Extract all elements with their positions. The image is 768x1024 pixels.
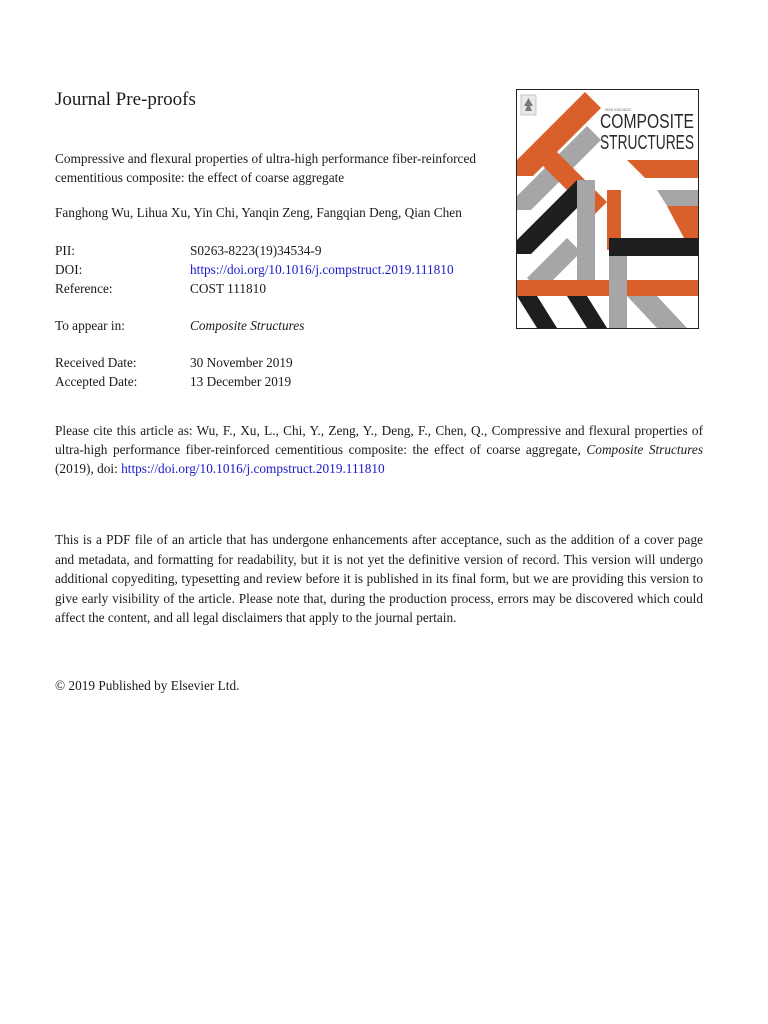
- cover-band: [609, 238, 698, 256]
- appear-label: To appear in:: [55, 318, 125, 333]
- authors: Fanghong Wu, Lihua Xu, Yin Chi, Yanqin Zeng, Fangqian Deng, Qian Chen: [55, 205, 462, 220]
- cover-band: [609, 256, 627, 328]
- journal-cover: [516, 89, 699, 329]
- citation-doi-link[interactable]: https://doi.org/10.1016/j.compstruct.2019.111810: [121, 461, 385, 476]
- journal-title: Journal Pre-proofs: [55, 89, 196, 110]
- citation-prefix: Please cite this article as: Wu, F., Xu, L., Chi, Y., Zeng, Y., Deng, F., Chen, Q., Compressive and flexural properties of ultra-high performance fiber-reinforced cementitious composite: the effect of coarse aggregate,: [55, 423, 703, 457]
- received-label: Received Date:: [55, 355, 137, 370]
- doi-label: DOI:: [55, 262, 83, 277]
- cover-title-line1: COMPOSITE: [600, 111, 694, 133]
- citation-middle: (2019), doi:: [55, 461, 122, 476]
- citation-paragraph: [55, 421, 703, 478]
- pii-label: PII:: [55, 243, 75, 258]
- pii-value: S0263-8223(19)34534-9: [190, 243, 322, 258]
- accepted-value: 13 December 2019: [190, 374, 292, 389]
- reference-value: COST 111810: [190, 281, 266, 296]
- citation-journal: Composite Structures: [586, 442, 704, 457]
- received-value: 30 November 2019: [190, 355, 293, 370]
- cover-issn: ISSN 0263-8223: [605, 108, 631, 112]
- copyright: © 2019 Published by Elsevier Ltd.: [55, 678, 240, 693]
- version-notice: This is a PDF file of an article that has undergone enhancements after acceptance, such as the addition of a cover page and metadata, and formatting for readability, but it is not yet the definitive version of record. This version will undergo additional copyediting, typesetting and review before it is published in its final form, but we are providing this version to give early visibility of the article. Please note that, during the production process, errors may be discovered which could affect the content, and all legal disclaimers that apply to the journal pertain.: [55, 532, 703, 625]
- reference-label: Reference:: [55, 281, 113, 296]
- cover-graphic: [517, 90, 698, 328]
- cover-band: [577, 180, 595, 290]
- cover-title-line2: STRUCTURES: [600, 132, 694, 154]
- cover-band: [517, 280, 698, 296]
- article-title: Compressive and flexural properties of ultra-high performance fiber-reinforced cementitious composite: the effect of coarse aggregate: [55, 151, 476, 185]
- doi-link[interactable]: https://doi.org/10.1016/j.compstruct.2019.111810: [190, 262, 454, 277]
- appear-value: Composite Structures: [190, 318, 305, 333]
- accepted-label: Accepted Date:: [55, 374, 138, 389]
